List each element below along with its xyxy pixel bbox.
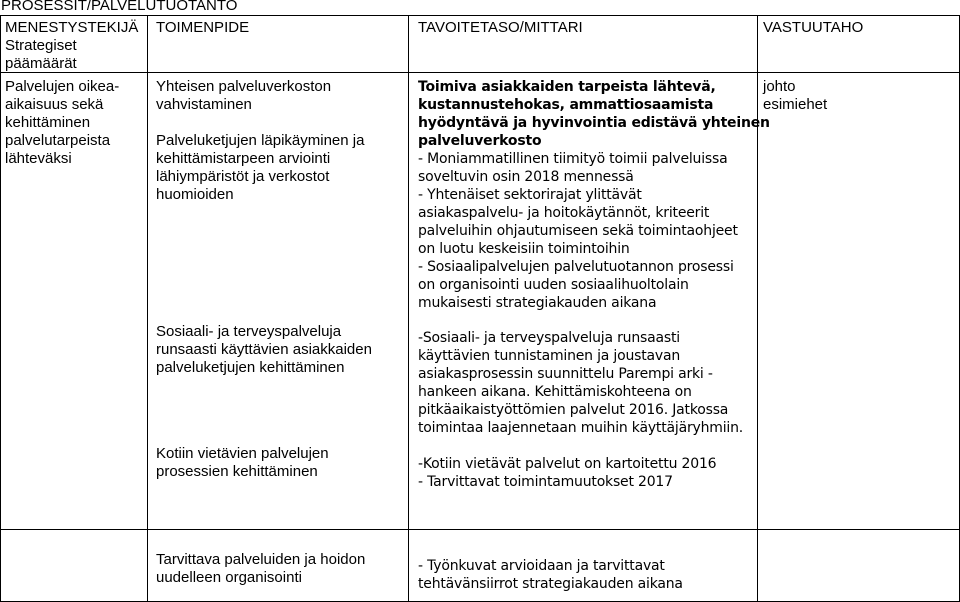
responsible-cell: johto esimiehet [763,78,828,113]
target-heavy-users: -Sosiaali- ja terveyspalveluja runsaasti käyttävien tunnistaminen ja joustavan asiakasprosessin suunnittelu Parempi arki - hankeen aikana. Kehittämiskohteena on pitkäaikaistyöttömien palvelut 2016. Jatkossa toimintaa laajennetaan muihin käyttäjäryhmiin. [418,330,744,436]
target-home-services: -Kotiin vietävät palvelut on kartoitettu 2016 - Tarvittavat toimintamuutokset 2017 [418,456,717,490]
measure-home-services: Kotiin vietävien palvelujen prosessien kehittäminen [156,445,329,480]
measure-heavy-users: Sosiaali- ja terveyspalveluja runsaasti käyttävien asiakkaiden palveluketjujen kehittäminen [156,323,372,376]
header-target-level: TAVOITETASO/MITTARI [418,19,583,36]
header-responsible: VASTUUTAHO [763,19,864,36]
section-title: PROSESSIT/PALVELUTUOTANTO [1,0,238,14]
target-network: Toimiva asiakkaiden tarpeista lähtevä, kustannustehokas, ammattiosaamista hyödyntävä ja hyvinvointia edistävä yhteinen palveluverkosto - Moniammatillinen tiimityö toimii palveluissa soveltuvin osin 2018 mennessä - Yhtenäiset sektorirajat ylittävät asiakaspalvelu- ja hoitokäytännöt, kriteerit palveluihin ohjautumiseen sekä toimintaohjeet on luotu keskeisiin toimintoihin - Sosiaalipalvelujen palvelutuotannon prosessi on organisointi uuden sosiaalihuoltolain mukaisesti strategiakauden aikana [418,79,770,311]
header-success-factor: MENESTYSTEKIJÄ Strategiset päämäärät [5,19,139,72]
target-reorganisation: - Työnkuvat arvioidaan ja tarvittavat tehtävänsiirrot strategiakauden aikana [418,558,683,592]
measure-network: Yhteisen palveluverkoston vahvistaminen [156,78,332,113]
measure-reorganisation: Tarvittava palveluiden ja hoidon uudelleen organisointi [156,551,366,586]
measure-service-chains: Palveluketjujen läpikäyminen ja kehittämistarpeen arviointi lähiympäristöt ja verkostot huomioiden [156,132,365,203]
success-factor-cell: Palvelujen oikea- aikaisuus sekä kehittäminen palvelutarpeista lähteväksi [5,78,120,167]
header-measure: TOIMENPIDE [156,19,250,36]
